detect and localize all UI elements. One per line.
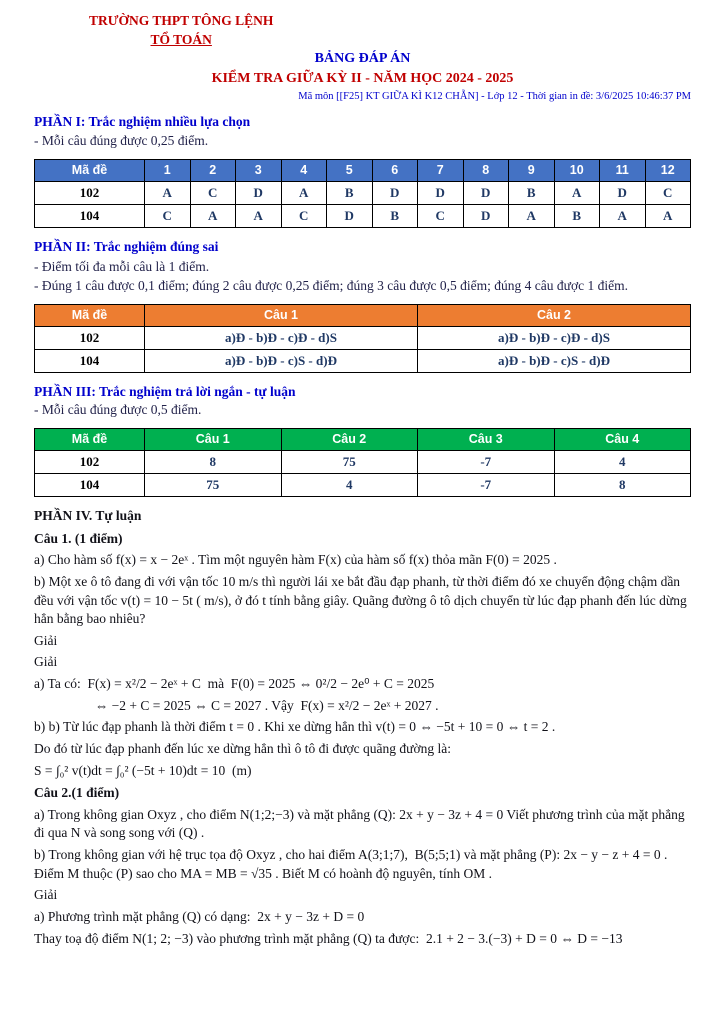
part3-answer-table — [34, 428, 691, 497]
table-cell: D — [327, 204, 373, 227]
answer-key-title: BẢNG ĐÁP ÁN — [314, 51, 411, 67]
table-cell: B — [554, 204, 600, 227]
answer-table — [34, 159, 691, 228]
text-line: a) Trong không gian Oxyz , cho điểm N(1;2;−3) và mặt phẳng (Q): 2x + y − 3z + 4 = 0 Viết phương trình của mặt phẳng đi qua N và song song với (Q) . — [34, 806, 688, 841]
table-header-cell: 5 — [327, 159, 373, 181]
table-cell: D — [463, 204, 509, 227]
cau2-body — [34, 806, 691, 948]
table-header-cell: 8 — [463, 159, 509, 181]
table-row-header-cell: 102 — [35, 451, 145, 474]
table-header-row — [35, 159, 691, 181]
table-cell: 8 — [554, 474, 691, 497]
text-line: S = ∫₀² v(t)dt = ∫₀² (−5t + 10)dt = 10 (m) — [34, 762, 252, 778]
part4-heading: PHẦN IV. Tự luận — [34, 508, 142, 524]
table-row-header-cell: 102 — [35, 181, 145, 204]
table-cell: B — [509, 181, 555, 204]
part1-answer-table — [34, 159, 691, 228]
table-header-cell: Mã đề — [35, 428, 145, 450]
table-cell: C — [145, 204, 191, 227]
table-header-cell: Câu 2 — [281, 428, 418, 450]
document-header — [34, 12, 691, 104]
table-cell: C — [645, 181, 691, 204]
table-header-cell: Mã đề — [35, 304, 145, 326]
table-cell: 75 — [281, 451, 418, 474]
table-header-cell: 7 — [418, 159, 464, 181]
table-cell: a)Đ - b)Đ - c)S - d)Đ — [145, 349, 418, 372]
table-cell: A — [645, 204, 691, 227]
table-header-row — [35, 304, 691, 326]
table-header-cell: Câu 3 — [418, 428, 555, 450]
table-cell: 8 — [145, 451, 282, 474]
table-header-cell: 9 — [509, 159, 555, 181]
table-cell: B — [327, 181, 373, 204]
table-cell: D — [463, 181, 509, 204]
table-header-cell: 11 — [600, 159, 646, 181]
table-row — [35, 349, 691, 372]
table-row — [35, 474, 691, 497]
text-line: Thay toạ độ điểm N(1; 2; −3) vào phương trình mặt phẳng (Q) ta được: 2.1 + 2 − 3.(−3) + D = 0 ⇔ D = −13 — [34, 930, 623, 946]
table-row-header-cell: 102 — [35, 326, 145, 349]
table-header-cell: 1 — [145, 159, 191, 181]
exam-meta: Mã môn [[F25] KT GIỮA KÌ K12 CHẴN] - Lớp 12 - Thời gian in đề: 3/6/2025 10:46:37 PM — [298, 90, 691, 102]
table-cell: A — [145, 181, 191, 204]
table-cell: -7 — [418, 451, 555, 474]
table-row — [35, 451, 691, 474]
table-header-cell: 4 — [281, 159, 327, 181]
table-header-cell: Mã đề — [35, 159, 145, 181]
part2-answer-table — [34, 304, 691, 373]
table-cell: 4 — [554, 451, 691, 474]
table-cell: D — [372, 181, 418, 204]
table-row — [35, 204, 691, 227]
table-cell: D — [600, 181, 646, 204]
table-cell: D — [418, 181, 464, 204]
table-row-header-cell: 104 — [35, 204, 145, 227]
table-cell: A — [600, 204, 646, 227]
text-line: Giải — [34, 887, 58, 903]
table-cell: B — [372, 204, 418, 227]
part2-section — [34, 238, 691, 373]
table-cell: 4 — [281, 474, 418, 497]
table-header-cell: 6 — [372, 159, 418, 181]
text-line: - Điểm tối đa mỗi câu là 1 điểm. — [34, 259, 210, 275]
table-cell: A — [190, 204, 236, 227]
school-name: TRƯỜNG THPT TÔNG LỆNH — [89, 13, 274, 28]
table-cell: A — [509, 204, 555, 227]
exam-title: KIỂM TRA GIỮA KỲ II - NĂM HỌC 2024 - 2025 — [211, 70, 514, 86]
text-line: Giải — [34, 654, 58, 670]
answer-table — [34, 304, 691, 373]
table-row-header-cell: 104 — [35, 474, 145, 497]
text-line: a) Cho hàm số f(x) = x − 2eˣ . Tìm một nguyên hàm F(x) của hàm số f(x) thỏa mãn F(0) = 2025 . — [34, 552, 557, 568]
table-header-cell: 3 — [236, 159, 282, 181]
cau1-body — [34, 551, 691, 780]
text-line: b) Trong không gian với hệ trục tọa độ Oxyz , cho hai điểm A(3;1;7), B(5;5;1) và mặt phẳng (P): 2x − y − z + 4 = 0 . Điểm M thuộc (P) sao cho MA = MB = √35 . Biết M có hoành độ nguyên, tính OM . — [34, 847, 671, 881]
table-header-cell: 2 — [190, 159, 236, 181]
table-header-cell: Câu 2 — [418, 304, 691, 326]
table-header-cell: 10 — [554, 159, 600, 181]
text-line: Giải — [34, 632, 58, 648]
table-header-cell: 12 — [645, 159, 691, 181]
table-cell: C — [281, 204, 327, 227]
table-header-cell: Câu 4 — [554, 428, 691, 450]
table-cell: D — [236, 181, 282, 204]
answer-table — [34, 428, 691, 497]
text-line: ⇔ −2 + C = 2025 ⇔ C = 2027 . Vậy F(x) = x²/2 − 2eˣ + 2027 . — [34, 697, 439, 713]
part2-notes — [34, 258, 691, 295]
text-line: Do đó từ lúc đạp phanh đến lúc xe dừng hẳn thì ô tô đi được quãng đường là: — [34, 740, 451, 756]
table-cell: a)Đ - b)Đ - c)S - d)Đ — [418, 349, 691, 372]
table-cell: -7 — [418, 474, 555, 497]
text-line: b) Một xe ô tô đang đi với vận tốc 10 m/s thì người lái xe bắt đầu đạp phanh, từ thời điểm đó xe chuyển động chậm dần đều với vận tốc v(t) = 10 − 5t ( m/s), ở đó t tính bằng giây. Quãng đường ô tô dịch chuyển từ lúc đạp phanh đến lúc dừng hẳn bằng bao nhiêu? — [34, 573, 691, 627]
text-line: a) Phương trình mặt phẳng (Q) có dạng: 2x + y − 3z + D = 0 — [34, 908, 365, 924]
text-line: - Đúng 1 câu được 0,1 điểm; đúng 2 câu được 0,25 điểm; đúng 3 câu được 0,5 điểm; đúng 4 câu được 1 điểm. — [34, 277, 628, 293]
table-cell: A — [281, 181, 327, 204]
table-header-cell: Câu 1 — [145, 304, 418, 326]
text-line: b) b) Từ lúc đạp phanh là thời điểm t = 0 . Khi xe dừng hẳn thì v(t) = 0 ⇔ −5t + 10 = 0 ⇔ t = 2 . — [34, 719, 556, 735]
table-cell: C — [418, 204, 464, 227]
table-cell: A — [554, 181, 600, 204]
department-name: TỔ TOÁN — [150, 31, 212, 47]
cau2-title: Câu 2.(1 điểm) — [34, 785, 120, 801]
part1-heading: PHẦN I: Trắc nghiệm nhiều lựa chọn — [34, 114, 251, 130]
table-cell: a)Đ - b)Đ - c)Đ - d)S — [418, 326, 691, 349]
table-header-row — [35, 428, 691, 450]
part2-heading: PHẦN II: Trắc nghiệm đúng sai — [34, 238, 219, 254]
table-row — [35, 181, 691, 204]
cau1-title: Câu 1. (1 điểm) — [34, 530, 123, 546]
table-cell: 75 — [145, 474, 282, 497]
table-cell: A — [236, 204, 282, 227]
table-cell: C — [190, 181, 236, 204]
table-row — [35, 326, 691, 349]
part3-note: - Mỗi câu đúng được 0,5 điểm. — [34, 402, 202, 418]
part1-note: - Mỗi câu đúng được 0,25 điểm. — [34, 132, 209, 148]
text-line: a) Ta có: F(x) = x²/2 − 2eˣ + C mà F(0) = 2025 ⇔ 0²/2 − 2e⁰ + C = 2025 — [34, 676, 435, 692]
part4-section — [34, 507, 691, 948]
table-cell: a)Đ - b)Đ - c)Đ - d)S — [145, 326, 418, 349]
table-header-cell: Câu 1 — [145, 428, 282, 450]
school-block — [89, 12, 273, 49]
part3-heading: PHẦN III: Trắc nghiệm trả lời ngắn - tự luận — [34, 383, 296, 399]
table-row-header-cell: 104 — [35, 349, 145, 372]
part1-section — [34, 113, 691, 227]
part3-section — [34, 383, 691, 497]
